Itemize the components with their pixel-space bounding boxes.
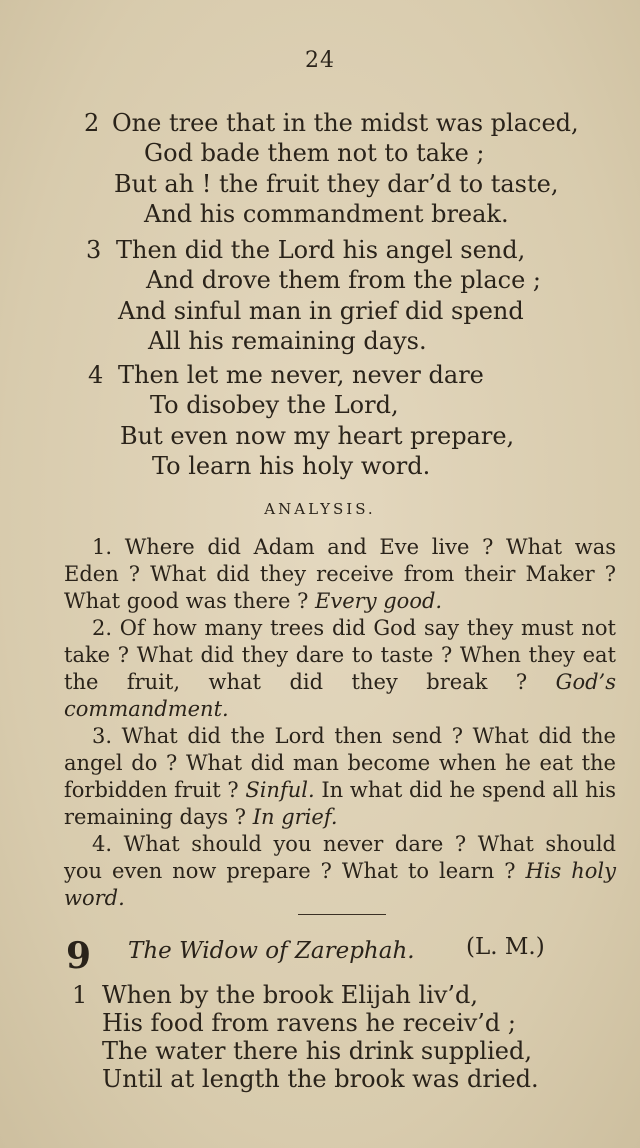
verse-number: 4: [88, 361, 104, 389]
analysis-answer: His holy word.: [64, 859, 616, 910]
hymn-meter: (L. M.): [466, 934, 545, 960]
verse-line: But even now my heart prepare,: [120, 422, 515, 450]
verse-line: Then did the Lord his angel send,: [116, 236, 526, 264]
verse-line: Until at length the brook was dried.: [102, 1065, 539, 1093]
hymn-number: 9: [66, 935, 92, 977]
verse-line: And his commandment break.: [144, 200, 509, 228]
hymn-title: The Widow of Zarephah.: [128, 938, 415, 964]
verse-line: To learn his holy word.: [152, 452, 431, 480]
verse-line: The water there his drink supplied,: [102, 1037, 532, 1065]
verse-number: 2: [84, 109, 100, 137]
analysis-answer: Every good.: [315, 589, 443, 613]
verse-line: To disobey the Lord,: [150, 391, 399, 419]
analysis-item-1: [64, 534, 616, 615]
verse-line: God bade them not to take ;: [144, 139, 485, 167]
verse-number: 3: [86, 236, 102, 264]
analysis-question: 3. What did the Lord then send ? What did the angel do ? What did man become when he eat the forbidden fruit ?: [64, 724, 616, 802]
page-number: 24: [305, 48, 335, 73]
verse-line: But ah ! the fruit they dar’d to taste,: [114, 170, 559, 198]
verse-line: His food from ravens he receiv’d ;: [102, 1009, 517, 1037]
section-divider: [298, 914, 386, 915]
verse-line: And sinful man in grief did spend: [118, 297, 524, 325]
analysis-answer: God’s commandment.: [64, 670, 616, 721]
verse-line: And drove them from the place ;: [146, 266, 541, 294]
verse-line: When by the brook Elijah liv’d,: [102, 981, 479, 1009]
analysis-item-4: [64, 831, 616, 912]
verse-number: 1: [72, 981, 88, 1009]
analysis-heading: ANALYSIS.: [264, 500, 376, 518]
analysis-answer: Sinful.: [245, 778, 315, 802]
verse-line: Then let me never, never dare: [118, 361, 484, 389]
analysis-question: 2. Of how many trees did God say they must not take ? What did they dare to taste ? When they eat the fruit, what did they break ?: [64, 616, 616, 694]
verse-line: All his remaining days.: [148, 327, 427, 355]
analysis-item-3: [64, 723, 616, 831]
verse-line: One tree that in the midst was placed,: [112, 109, 579, 137]
analysis-question: In what did he spend all his remaining days ?: [64, 778, 616, 829]
analysis-body: [64, 534, 616, 912]
analysis-question: 1. Where did Adam and Eve live ? What was Eden ? What did they receive from their Maker ? What good was there ?: [64, 535, 616, 613]
analysis-question: 4. What should you never dare ? What should you even now prepare ? What to learn ?: [64, 832, 616, 883]
analysis-item-2: [64, 615, 616, 723]
analysis-answer: In grief.: [252, 805, 338, 829]
